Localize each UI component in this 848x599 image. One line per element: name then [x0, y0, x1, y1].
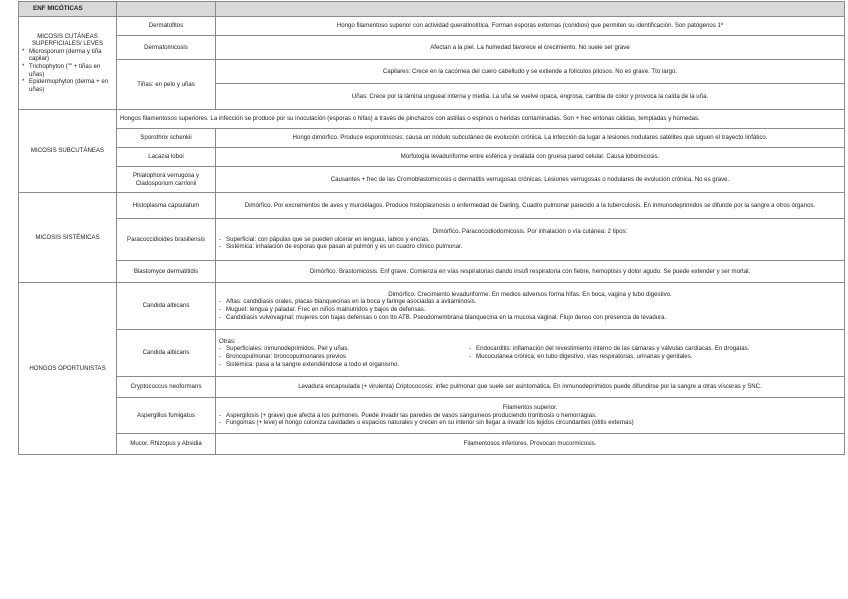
description-cell: Morfología levaduriforme entre esférica y ovalada con gruesa pared celular. Causa lobomicosis.	[216, 148, 845, 167]
organism-cell: Tiñas: en pelo y uñas	[117, 60, 216, 110]
description-cell	[216, 398, 845, 434]
description-cell	[216, 219, 845, 261]
table-row	[19, 193, 845, 219]
description-cell: Capilares: Crece en la cacórnea del cuero cabelludo y se extiende a folículos pilosos. No es grave. Tto largo.	[216, 60, 845, 84]
organism-cell: Cryptococcus neoformans	[117, 377, 216, 398]
category-label: MICOSIS CUTÁNEAS SUPERFICIALES/ LEVES	[31, 32, 104, 48]
table-row	[19, 283, 845, 330]
description-head: Dimórfico. Crecimiento levaduriforme. En medios adversos forma hifas. En boca, vagina y tubo digestivo.	[388, 290, 672, 298]
description-cell	[216, 283, 845, 330]
bullet-item: - Superficiales: inmunodeprimidos. Piel y uñas.	[219, 345, 469, 353]
category-cutaneous	[19, 17, 117, 110]
intro-cell: Hongos filamentosos superiores. La infección se produce por su inoculación (esporas o hifas) a través de pinchazos con astillas o espinos o heridas contaminadas. Son + frec entonas cálidas, templadas y húmedas.	[117, 110, 845, 129]
description-cell	[216, 330, 845, 377]
bullet-item: - Aftas: candidiasis orales, placas blanquecinas en la boca y faringe asociadas a avitaminosis.	[219, 298, 841, 306]
description-cell: Hongo dimórfico. Produce esporotricosis; causa un nódulo subcutáneo de evolución crónica. La infección da lugar a lesiones nodulares satélites que siguen el trayecto linfático.	[216, 129, 845, 148]
description-head: Filamentos superior.	[502, 404, 558, 412]
mycoses-table	[18, 1, 845, 455]
bullet-list-right	[469, 345, 841, 368]
bullet-item: - Fungomas (+ leve) el hongo coloniza cavidades o espacios naturales y crecen en su interior sin llegar a invadir los tejidos circundantes (otitis externas)	[219, 419, 841, 427]
bullet-item: - Muguet: lengua y paladar. Frec en niños malnutridos y bajos de defensas.	[219, 306, 841, 314]
bullet-item: - Sistémica: inhalación de esporas que pasan al pulmón y es un cuadro clínico pulmonar.	[219, 243, 841, 251]
description-cell: Levadura encapsulada (+ virulenta) Criptococosis: infec pulmonar que suele ser asintomática. En inmunodeprimidos puede difundirse por la sangre a otras vísceras y SNC.	[216, 377, 845, 398]
bullet-list-left	[219, 345, 469, 368]
header-empty-cell	[216, 2, 845, 17]
header-row	[19, 2, 845, 17]
table-row	[19, 167, 845, 193]
bullet-item: - Aspergilosis (+ grave) que afecta a los pulmones. Puede invadir las paredes de vasos sanguíneos produciendo trombosis o hemorragias.	[219, 412, 841, 420]
sub-item: * Trichophyton ("" + tiñas en uñas)	[22, 63, 113, 78]
sub-item: * Epidermophyton (derma + en uñas)	[22, 78, 113, 93]
description-cell: Hongo filamentoso superior con actividad queratinolítica. Forman esporas externas (conidios) que permiten su identificación. Son patógenos 1º	[216, 17, 845, 36]
description-cell: Dimórfico. Por excrementos de aves y murciélagos. Produce histoplasmosis o enfermedad de Darling. Cuadro pulmonar parecido a la tuberculosis. En inmunodeprimidos se difunde por la sangre a otros órganos.	[216, 193, 845, 219]
organism-cell: Dermatofitos	[117, 17, 216, 36]
organism-cell: Sporothrix schenkii	[117, 129, 216, 148]
bullet-item: - Endocarditis: inflamación del revestimiento interno de las cámaras y válvulas cardíacas. En drogatas.	[469, 345, 841, 353]
organism-cell: Lacazia loboi	[117, 148, 216, 167]
table-row	[19, 434, 845, 455]
organism-cell: Dermatomicosis	[117, 36, 216, 60]
description-head: Dimórfico. Paracoccidiodomicosis. Por inhalación o vía cutánea: 2 tipos:	[432, 228, 628, 236]
description-cell: Causantes + frec de las Cromoblastomicosis o dermatitis verrugosas crónicas. Lesiones verrugosas o nodulares de evolución crónica. No es grave.	[216, 167, 845, 193]
table-title: ENF MICÓTICAS	[19, 2, 117, 17]
organism-cell: Histoplasma capsulatum	[117, 193, 216, 219]
two-column-list	[219, 345, 841, 368]
table-row	[19, 330, 845, 377]
organism-cell: Aspergillus fumigatus	[117, 398, 216, 434]
bullet-list	[219, 236, 841, 251]
table-row	[19, 60, 845, 84]
header-empty-cell	[117, 2, 216, 17]
category-subcutaneous: MICOSIS SUBCUTÁNEAS	[19, 110, 117, 193]
organism-cell: Candida albicans	[117, 330, 216, 377]
description-cell: Afectan a la piel. La humedad favorece el crecimiento. No suele ser grave	[216, 36, 845, 60]
table-row	[19, 110, 845, 129]
organism-cell: Blastomyce dermatitidis	[117, 261, 216, 283]
table-row	[19, 148, 845, 167]
category-systemic: MICOSIS SISTÉMICAS	[19, 193, 117, 283]
bullet-item: - Sistémica: pasa a la sangre extendiéndose a todo el organismo.	[219, 361, 469, 369]
description-head: Otras:	[219, 337, 236, 345]
table-row	[19, 219, 845, 261]
category-opportunistic: HONGOS OPORTUNISTAS	[19, 283, 117, 455]
bullet-item: - Superficial: con pápulas que se pueden ulcerar en lenguas, labios y encías.	[219, 236, 841, 244]
bullet-item: - Broncopulmonar: broncopulmonares previos	[219, 353, 469, 361]
organism-cell: Paracoccidioides brasiliensis	[117, 219, 216, 261]
organism-cell: Mucor, Rhizopus y Absidia	[117, 434, 216, 455]
description-cell: Dimórfico. Brastomicosis. Enf grave. Comienza en vías respiratorias dando insufi respiratoria con fiebre, hemoptisis y dolor agudo. Se puede extender y ser mortal.	[216, 261, 845, 283]
table-row	[19, 398, 845, 434]
organism-cell: Phialophora verrugosa y Cladosporium carrionii	[117, 167, 216, 193]
sub-item: * Microsporum (derma y tiña capilar)	[22, 48, 113, 63]
bullet-item: - Candidiasis vulvovaginal: mujeres con bajas defensas o con tto ATB. Pseudomembrana blanquecina en la mucosa vaginal. Flujo denso con presencia de levadura.	[219, 314, 841, 322]
bullet-list	[219, 298, 841, 321]
bullet-item: - Mucocutánea crónica; en tubo digestivo, vías respiratorias, urinarias y genitales.	[469, 353, 841, 361]
bullet-list	[219, 412, 841, 427]
description-cell: Filamentosos inferiores. Provocan mucormicosis.	[216, 434, 845, 455]
table-row	[19, 129, 845, 148]
table-row	[19, 36, 845, 60]
description-cell: Uñas: Crece por la lámina ungueal interna y media. La uña se vuelve opaca, engrosa, cambia de color y provoca la caída de la uña.	[216, 84, 845, 110]
organism-cell: Candida albicans	[117, 283, 216, 330]
table-row	[19, 17, 845, 36]
table-row	[19, 377, 845, 398]
table-row	[19, 261, 845, 283]
category-sublist	[22, 48, 113, 94]
